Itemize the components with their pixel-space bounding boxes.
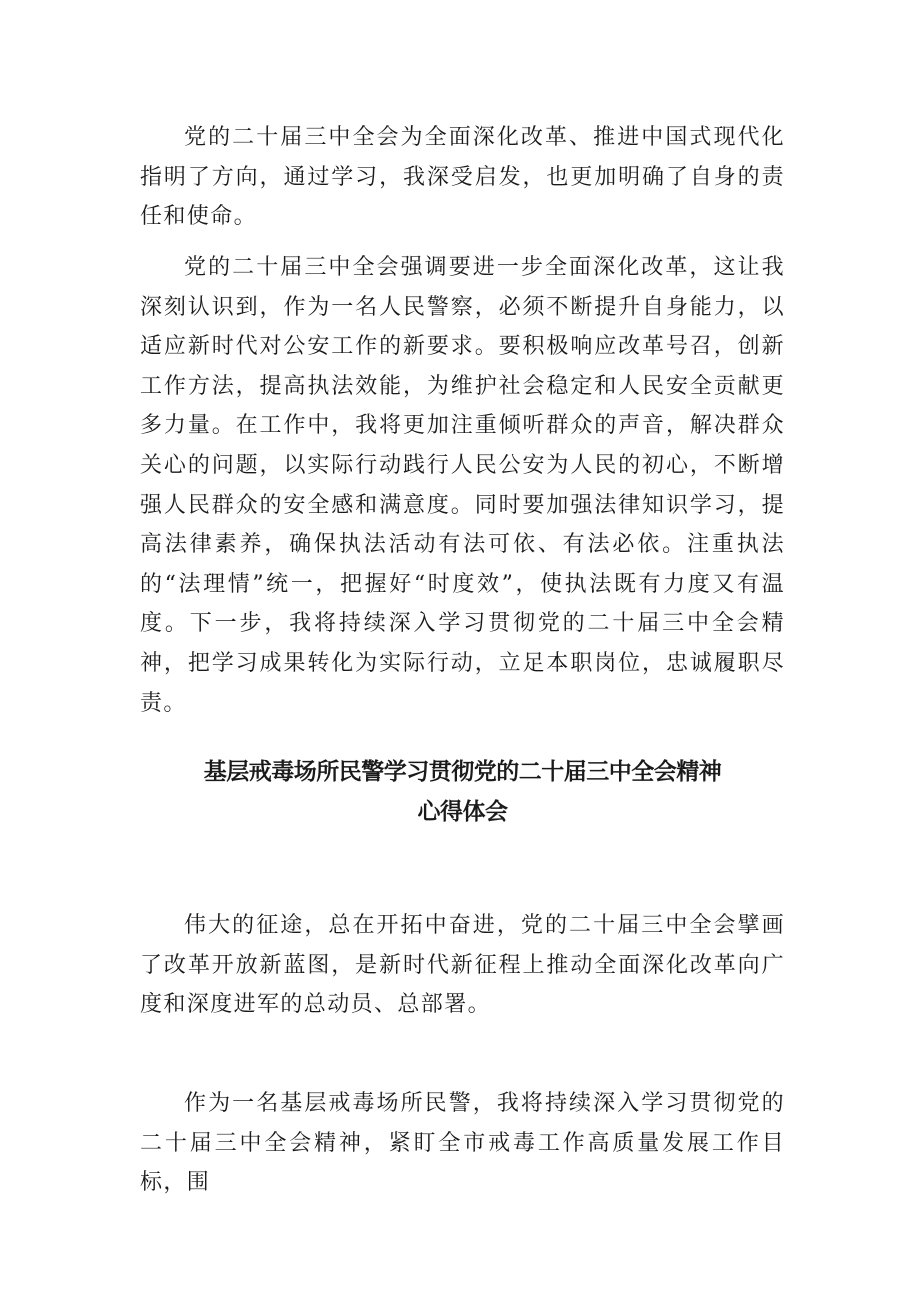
section-heading-line-2: 心得体会 — [417, 799, 508, 825]
section-heading-line-1: 基层戒毒场所民警学习贯彻党的二十届三中全会精神 — [203, 759, 722, 785]
paragraph-1: 党的二十届三中全会为全面深化改革、推进中国式现代化指明了方向，通过学习，我深受启发，也更加明确了自身的责任和使命。 — [140, 125, 785, 230]
paragraph-2: 党的二十届三中全会强调要进一步全面深化改革，这让我深刻认识到，作为一名人民警察，必须不断提升自身能力，以适应新时代对公安工作的新要求。要积极响应改革号召，创新工作方法，提高执法效能，为维护社会稳定和人民安全贡献更多力量。在工作中，我将更加注重倾听群众的声音，解决群众关心的问题，以实际行动践行人民公安为人民的初心，不断增强人民群众的安全感和满意度。同时要加强法律知识学习，提高法律素养，确保执法活动有法可依、有法必依。注重执法的“法理情”统一，把握好“时度效”，使执法既有力度又有温度。下一步，我将持续深入学习贯彻党的二十届三中全会精神，把学习成果转化为实际行动，立足本职岗位，忠诚履职尽责。 — [140, 255, 785, 716]
paragraph-4: 作为一名基层戒毒场所民警，我将持续深入学习贯彻党的二十届三中全会精神，紧盯全市戒毒工作高质量发展工作目标，围 — [140, 1091, 785, 1196]
paragraph-3: 伟大的征途，总在开拓中奋进，党的二十届三中全会擘画了改革开放新蓝图，是新时代新征程上推动全面深化改革向广度和深度进军的总动员、总部署。 — [140, 913, 785, 1018]
section-heading — [140, 752, 785, 832]
